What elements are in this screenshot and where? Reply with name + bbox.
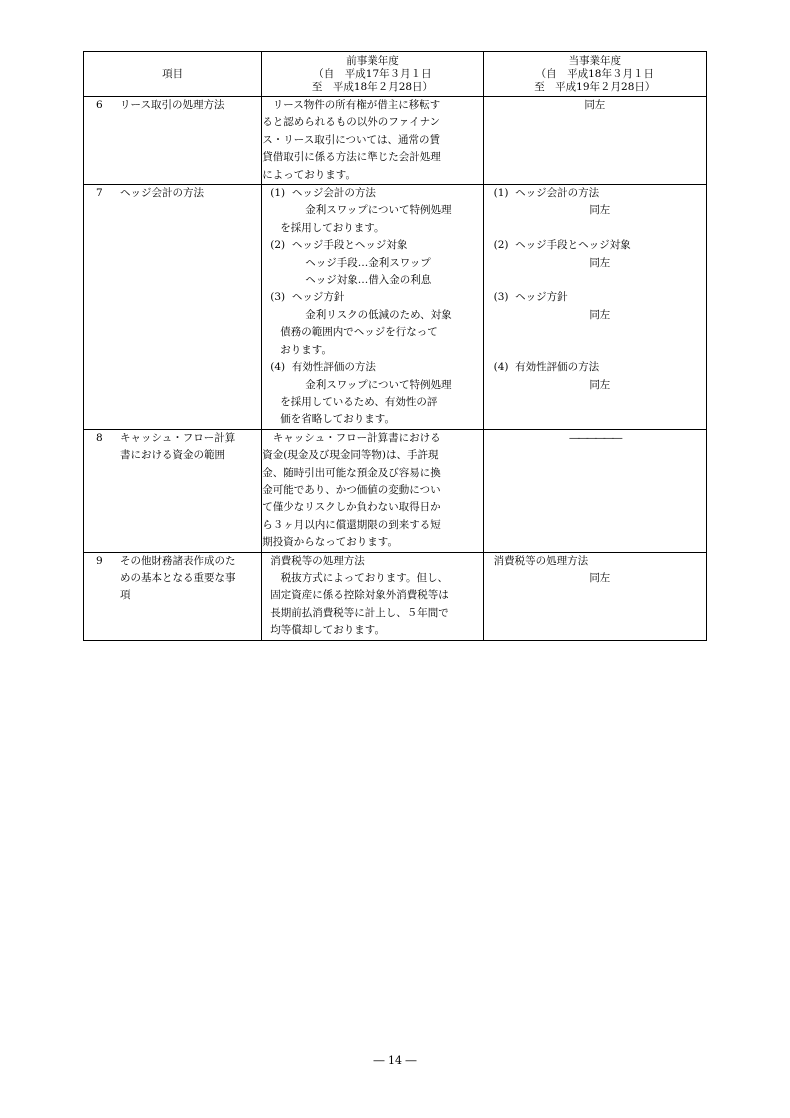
page-number: ― 14 ― bbox=[373, 1054, 417, 1067]
row-item-label: リース取引の処理方法 bbox=[120, 99, 225, 111]
row-item-cell bbox=[84, 97, 262, 185]
accounting-policies-table bbox=[83, 51, 707, 641]
current-year-cell: (1) ヘッジ会計の方法 同左 (2) ヘッジ手段とヘッジ対象 同左 (3) ヘッジ方針 同左 (4) 有効性評価の方法 同左 bbox=[483, 185, 706, 430]
row-item-label: ヘッジ会計の方法 bbox=[120, 187, 204, 200]
row-number: 7 bbox=[96, 187, 103, 200]
not-applicable-dash: ―――――― bbox=[569, 431, 621, 444]
table-row bbox=[84, 185, 707, 430]
previous-year-cell: 消費税等の処理方法 税抜方式によっております。但し、 固定資産に係る控除対象外消費税等は 長期前払消費税等に計上し、５年間で 均等償却しております。 bbox=[262, 552, 483, 640]
row-item-cell bbox=[84, 185, 262, 430]
previous-year-cell: (1) ヘッジ会計の方法 金利スワップについて特例処理 を採用しております。 (2) ヘッジ手段とヘッジ対象 ヘッジ手段…金利スワップ ヘッジ対象…借入金の利息 (3) ヘッジ方針 金利リスクの低減のため、対象 債務の範囲内でヘッジを行なって おります。 (4) 有効性評価の方法 金利スワップについて特例処理 を採用しているため、有効性の評 価を省略しております。 bbox=[262, 185, 483, 430]
header-previous-fiscal-year: 前事業年度 （自 平成17年３月１日 至 平成18年２月28日） bbox=[262, 52, 483, 97]
table-row bbox=[84, 552, 707, 640]
row-item-cell bbox=[84, 429, 262, 552]
row-number: 9 bbox=[96, 554, 103, 567]
header-current-fiscal-year: 当事業年度 （自 平成18年３月１日 至 平成19年２月28日） bbox=[483, 52, 706, 97]
current-year-cell bbox=[483, 429, 706, 552]
row-item-label: キャッシュ・フロー計算 書における資金の範囲 bbox=[120, 431, 236, 462]
table-row bbox=[84, 429, 707, 552]
current-year-cell: 消費税等の処理方法 同左 bbox=[483, 552, 706, 640]
header-item: 項目 bbox=[84, 52, 262, 97]
table-row bbox=[84, 97, 707, 185]
previous-year-cell: リース物件の所有権が借主に移転す ると認められるもの以外のファイナン ス・リース取引については、通常の賃 貸借取引に係る方法に準じた会計処理 によっております。 bbox=[262, 97, 483, 185]
table-header-row bbox=[84, 52, 707, 97]
previous-year-cell: キャッシュ・フロー計算書における 資金(現金及び現金同等物)は、手許現 金、随時引出可能な預金及び容易に換 金可能であり、かつ価値の変動につい て僅少なリスクしか負わない取得日か ら３ヶ月以内に償還期限の到来する短 期投資からなっております。 bbox=[262, 429, 483, 552]
row-item-label: その他財務諸表作成のた めの基本となる重要な事 項 bbox=[120, 554, 236, 602]
row-number: 8 bbox=[96, 431, 103, 444]
row-item-cell bbox=[84, 552, 262, 640]
current-year-cell: 同左 bbox=[483, 97, 706, 185]
row-number: 6 bbox=[96, 99, 103, 111]
